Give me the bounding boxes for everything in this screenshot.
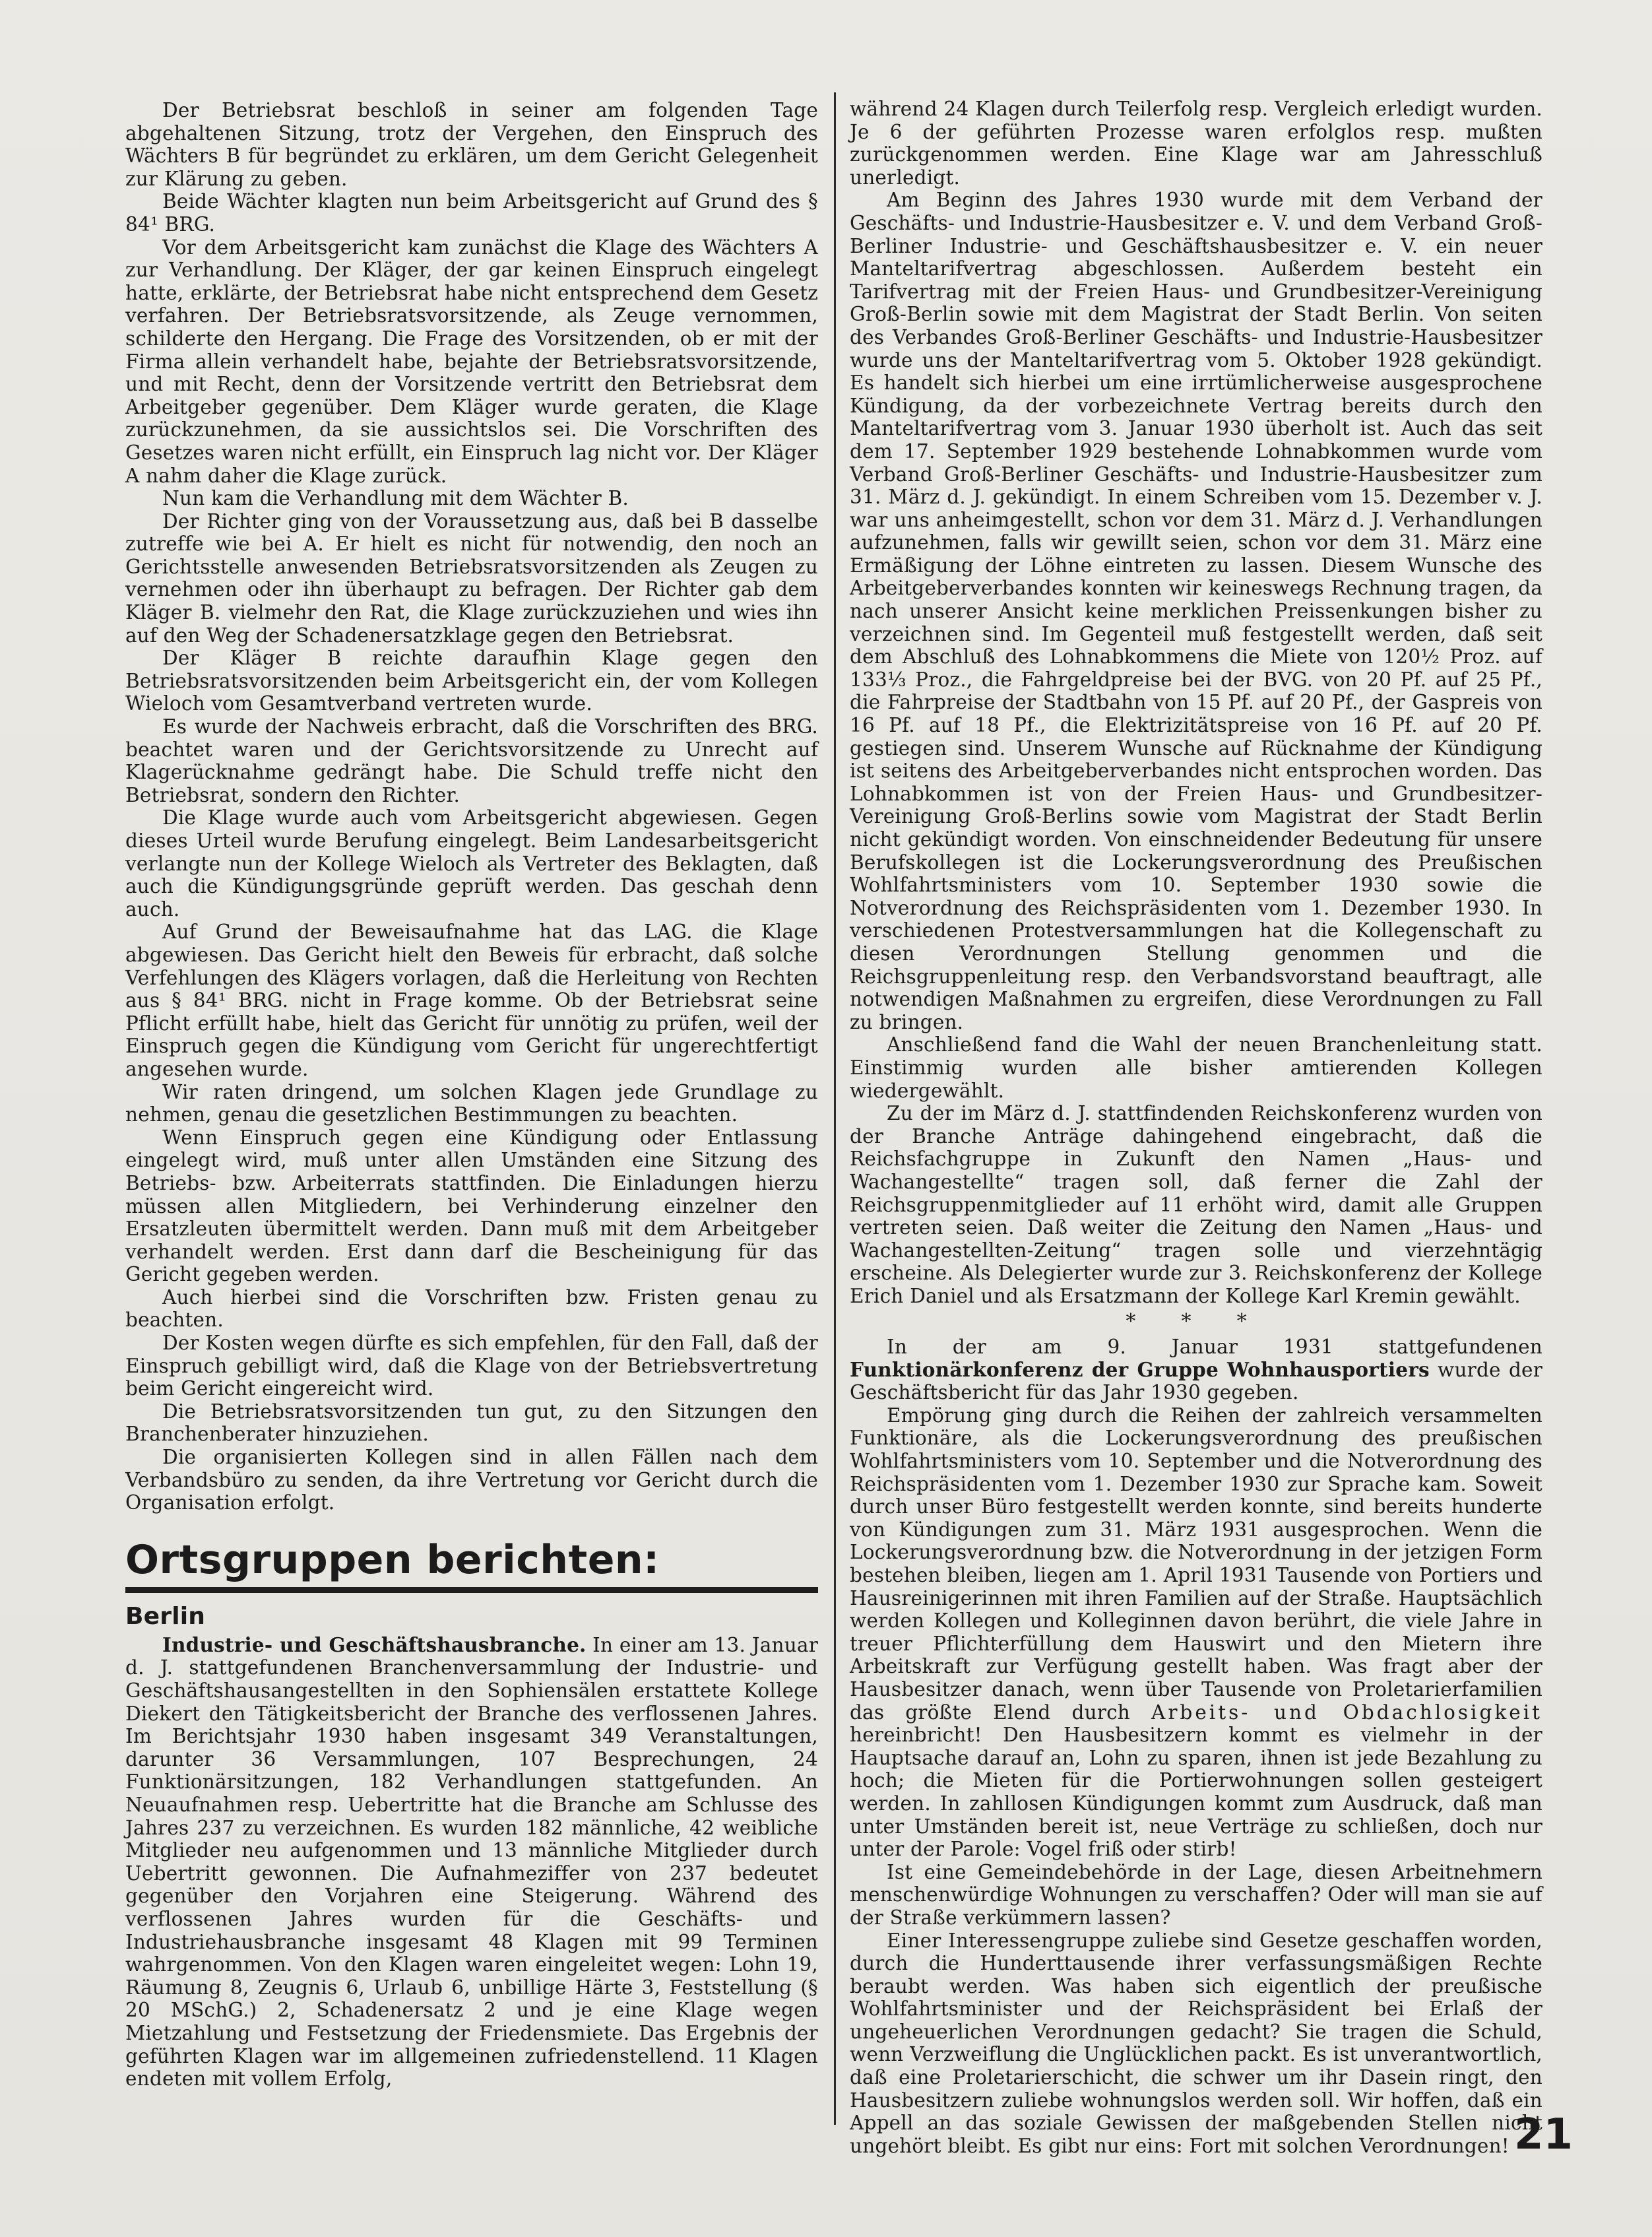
paragraph [125,1634,818,2091]
paragraph: Am Beginn des Jahres 1930 wurde mit dem Verband der Geschäfts- und Industrie-Hausbesitzer e. V. und dem Verband Groß-Berliner Industrie- und Geschäftshausbesitzer e. V. ein neuer Manteltarifvertrag abgeschlossen. Außerdem besteht ein Tarifvertrag mit der Freien Haus- und Grundbesitzer-Vereinigung Groß-Berlin sowie mit dem Magistrat der Stadt Berlin. Von seiten des Verbandes Groß-Berliner Geschäfts- und Industrie-Hausbesitzer wurde uns der Manteltarifvertrag vom 5. Oktober 1928 gekündigt. Es handelt sich hierbei um eine irrtümlicherweise ausgesprochene Kündigung, da der vorbezeichnete Vertrag bereits durch den Manteltarifvertrag vom 3. Januar 1930 überholt ist. Auch das seit dem 17. September 1929 bestehende Lohnabkommen wurde vom Verband Groß-Berliner Geschäfts- und Industrie-Hausbesitzer zum 31. März d. J. gekündigt. In einem Schreiben vom 15. Dezember v. J. war uns anheimgestellt, schon vor dem 31. März d. J. Verhandlungen aufzunehmen, falls wir gewillt seien, schon vor dem 31. März eine Ermäßigung der Löhne eintreten zu lassen. Diesem Wunsche des Arbeitgeberverbandes konnten wir keineswegs Rechnung tragen, da nach unserer Ansicht keine merklichen Preissenkungen bisher zu verzeichnen sind. Im Gegenteil muß festgestellt werden, daß seit dem Abschluß des Lohnabkommens die Miete von 120½ Proz. auf 133⅓ Proz., die Fahrgeldpreise bei der BVG. von 20 Pf. auf 25 Pf., die Fahrpreise der Stadtbahn von 15 Pf. auf 20 Pf., der Gaspreis von 16 Pf. auf 18 Pf., die Elektrizitätspreise von 16 Pf. auf 20 Pf. gestiegen sind. Unserem Wunsche auf Rücknahme der Kündigung ist seitens des Arbeitgeberverbandes nicht entsprochen worden. Das Lohnabkommen ist von der Freien Haus- und Grundbesitzer-Vereinigung Groß-Berlins sowie vom Magistrat der Stadt Berlin nicht gekündigt worden. Von einschneidender Bedeutung für unsere Berufskollegen ist die Lockerungsverordnung des Preußischen Wohlfahrtsministers vom 10. September 1930 sowie die Notverordnung des Reichspräsidenten vom 1. Dezember 1930. In verschiedenen Protestversammlungen hat die Kollegenschaft zu diesen Verordnungen Stellung genommen und die Reichsgruppenleitung resp. den Verbandsvorstand beauftragt, alle notwendigen Maßnahmen zu ergreifen, diese Verordnungen zu Fall zu bringen. [850,189,1542,1033]
left-column [125,99,818,2091]
conference-outro: wurde der Geschäftsbericht für das Jahr 1930 gegeben. [850,1358,1542,1404]
paragraph: Der Kläger B reichte daraufhin Klage gegen den Betriebsratsvorsitzenden beim Arbeitsgericht ein, der vom Kollegen Wieloch vom Gesamtverband vertreten wurde. [125,647,818,715]
paragraph: Der Kosten wegen dürfte es sich empfehlen, für den Fall, daß der Einspruch gebilligt wird, daß die Klage von der Betriebsvertretung beim Gericht eingereicht wird. [125,1332,818,1400]
paragraph: Beide Wächter klagten nun beim Arbeitsgericht auf Grund des § 84¹ BRG. [125,190,818,236]
paragraph: Vor dem Arbeitsgericht kam zunächst die Klage des Wächters A zur Verhandlung. Der Kläger, der gar keinen Einspruch eingelegt hatte, erklärte, der Betriebsrat habe nicht entsprechend dem Gesetz verfahren. Der Betriebsratsvorsitzende, als Zeuge vernommen, schilderte den Hergang. Die Frage des Vorsitzenden, ob er mit der Firma allein verhandelt habe, bejahte der Betriebsratsvorsitzende, und mit Recht, denn der Vorsitzende vertritt den Betriebsrat dem Arbeitgeber gegenüber. Dem Kläger wurde geraten, die Klage zurückzunehmen, da sie aussichtslos sei. Die Vorschriften des Gesetzes waren nicht erfüllt, ein Einspruch lag nicht vor. Der Kläger A nahm daher die Klage zurück. [125,236,818,487]
paragraph: Die organisierten Kollegen sind in allen Fällen nach dem Verbandsbüro zu senden, da ihre Vertretung vor Gericht durch die Organisation erfolgt. [125,1446,818,1514]
text-run: hereinbricht! Den Hausbesitzern kommt es vielmehr in der Hauptsache darauf an, Lohn zu sparen, ihnen ist jede Bezahlung zu hoch; die Mieten für die Portierwohnungen sollen gesteigert werden. In zahllosen Kündigungen kommt zum Ausdruck, daß man unter Umständen bereit ist, neue Verträge zu schließen, doch nur unter der Parole: Vogel friß oder stirb! [850,1724,1542,1861]
paragraph: Die Betriebsratsvorsitzenden tun gut, zu den Sitzungen den Branchenberater hinzuziehen. [125,1400,818,1446]
page-number: 21 [1513,2110,1573,2159]
paragraph: Auch hierbei sind die Vorschriften bzw. Fristen genau zu beachten. [125,1285,818,1332]
branch-report: In einer am 13. Januar d. J. stattgefundenen Branchenversammlung der Industrie- und Geschäftshausangestellten in den Sophiensälen erstattete Kollege Diekert den Tätigkeitsbericht der Branche des verflossenen Jahres. Im Berichtsjahr 1930 haben insgesamt 349 Veranstaltungen, darunter 36 Versammlungen, 107 Besprechungen, 24 Funktionärsitzungen, 182 Verhandlungen stattgefunden. An Neuaufnahmen resp. Uebertritte hat die Branche am Schlusse des Jahres 237 zu verzeichnen. Es wurden 182 männliche, 42 weibliche Mitglieder neu aufgenommen und 13 männliche Mitglieder durch Uebertritt gewonnen. Die Aufnahmeziffer von 237 bedeutet gegenüber den Vorjahren eine Steigerung. Während des verflossenen Jahres wurden für die Geschäfts- und Industriehausbranche insgesamt 48 Klagen mit 99 Terminen wahrgenommen. Von den Klagen waren eingeleitet wegen: Lohn 19, Räumung 8, Zeugnis 6, Urlaub 6, unbillige Härte 3, Feststellung (§ 20 MSchG.) 2, Schadenersatz 2 und je eine Klage wegen Mietzahlung und Festsetzung der Friedensmiete. Das Ergebnis der geführten Klagen war im allgemeinen zufriedenstellend. 11 Klagen endeten mit vollem Erfolg, [125,1633,819,2091]
paragraph: Der Richter ging von der Voraussetzung aus, daß bei B dasselbe zutreffe wie bei A. Er hielt es nicht für notwendig, den noch an Gerichtsstelle anwesenden Betriebsratsvorsitzenden als Zeugen zu vernehmen oder ihn überhaupt zu befragen. Der Richter gab dem Kläger B. vielmehr den Rat, die Klage zurückzuziehen und wies ihn auf den Weg der Schadenersatzklage gegen den Betriebsrat. [125,509,818,647]
paragraph: Der Betriebsrat beschloß in seiner am folgenden Tage abgehaltenen Sitzung, trotz der Vergehen, den Einspruch des Wächters B für begründet zu erklären, um dem Gericht Gelegenheit zur Klärung zu geben. [125,99,818,190]
branch-lead: Industrie- und Geschäftshausbranche. [162,1633,587,1656]
paragraph: Wir raten dringend, um solchen Klagen jede Grundlage zu nehmen, genau die gesetzlichen Bestimmungen zu beachten. [125,1080,818,1126]
paragraph: Wenn Einspruch gegen eine Kündigung oder Entlassung eingelegt wird, muß unter allen Umständen eine Sitzung des Betriebs- bzw. Arbeiterrats stattfinden. Die Einladungen hierzu müssen allen Mitgliedern, bei Verhinderung einzelner den Ersatzleuten übermittelt werden. Dann muß mit dem Arbeitgeber verhandelt werden. Erst dann darf die Bescheinigung für das Gericht gegeben werden. [125,1126,818,1286]
conference-name: Funktionärkonferenz der Gruppe Wohnhausportiers [850,1357,1430,1381]
emphasized-text: Arbeits- und Obdachlosigkeit [1151,1701,1543,1724]
paragraph: Ist eine Gemeindebehörde in der Lage, diesen Arbeitnehmern menschenwürdige Wohnungen zu verschaffen? Oder will man sie auf der Straße verkümmern lassen? [850,1860,1542,1929]
city-heading: Berlin [125,1602,206,1630]
right-column [850,98,1542,2157]
section-title: Ortsgruppen berichten: [125,1536,660,1583]
paragraph: Einer Interessengruppe zuliebe sind Gesetze geschaffen worden, durch die Hunderttausende ihrer verfassungsmäßigen Rechte beraubt werden. Was haben sich eigentlich der preußische Wohlfahrtsminister und der Reichspräsident bei Erlaß der ungeheuerlichen Verordnungen gedacht? Sie tragen die Schuld, wenn Verzweiflung die Unglücklichen packt. Es ist unverantwortlich, daß eine Proletarierschicht, die schwer um ihr Dasein ringt, den Hausbesitzern zuliebe wohnungslos werden soll. Wir hoffen, daß ein Appell an das soziale Gewissen der maßgebenden Stellen nicht ungehört bleibt. Es gibt nur eins: Fort mit solchen Verordnungen! [850,1929,1542,2157]
paragraph: Zu der im März d. J. stattfindenden Reichskonferenz wurden von der Branche Anträge dahingehend eingebracht, daß die Reichsfachgruppe in Zukunft den Namen „Haus- und Wachangestellte“ tragen soll, daß ferner die Zahl der Reichsgruppenmitglieder auf 11 erhöht wird, damit alle Gruppen vertreten seien. Daß weiter die Zeitung den Namen „Haus- und Wachangestellten-Zeitung“ tragen solle und vierzehntägig erscheine. Als Delegierter wurde zur 3. Reichskonferenz der Kollege Erich Daniel und als Ersatzmann der Kollege Karl Kremin gewählt. [850,1102,1542,1307]
text-run: Empörung ging durch die Reihen der zahlreich versammelten Funktionäre, als die Lockerungsverordnung des preußischen Wohlfahrtsministers vom 10. September und die Notverordnung des Reichspräsidenten vom 1. Dezember 1930 zur Sprache kam. Soweit durch unser Büro festgestellt werden konnte, sind bereits hunderte von Kündigungen zum 31. März 1931 ausgesprochen. Wenn die Lockerungsverordnung bzw. die Notverordnung in der jetzigen Form bestehen bleiben, liegen am 1. April 1931 Tausende von Portiers und Hausreinigerinnen mit ihren Familien auf der Straße. Hauptsächlich werden Kollegen und Kolleginnen davon berührt, die viele Jahre in treuer Pflichterfüllung dem Hauswirt und den Mietern ihre Arbeitskraft zur Verfügung gestellt haben. Was fragt aber der Hausbesitzer danach, wenn über Tausende von Proletarierfamilien das größte Elend durch [850,1404,1542,1724]
column-divider [834,92,836,2125]
section-separator: * * * [1126,1310,1267,1333]
paragraph: während 24 Klagen durch Teilerfolg resp. Vergleich erledigt wurden. Je 6 der geführten Prozesse waren erfolglos resp. mußten zurückgenommen werden. Eine Klage war am Jahresschluß unerledigt. [850,98,1542,189]
paragraph [850,1336,1542,1404]
paragraph [850,1404,1542,1861]
paragraph: Anschließend fand die Wahl der neuen Branchenleitung statt. Einstimmig wurden alle bisher amtierenden Kollegen wiedergewählt. [850,1033,1542,1102]
paragraph: Auf Grund der Beweisaufnahme hat das LAG. die Klage abgewiesen. Das Gericht hielt den Beweis für erbracht, daß solche Verfehlungen des Klägers vorlagen, daß die Herleitung von Rechten aus § 84¹ BRG. nicht in Frage komme. Ob der Betriebsrat seine Pflicht erfüllt habe, hielt das Gericht für unnötig zu prüfen, weil der Einspruch gegen die Kündigung vom Gericht für ungerechtfertigt angesehen wurde. [125,921,818,1080]
paragraph: Es wurde der Nachweis erbracht, daß die Vorschriften des BRG. beachtet waren und der Gerichtsvorsitzende zu Unrecht auf Klagerücknahme gedrängt habe. Die Schuld treffe nicht den Betriebsrat, sondern den Richter. [125,715,818,806]
paragraph: Die Klage wurde auch vom Arbeitsgericht abgewiesen. Gegen dieses Urteil wurde Berufung eingelegt. Beim Landesarbeitsgericht verlangte nun der Kollege Wieloch als Vertreter des Beklagten, daß auch die Kündigungsgründe geprüft werden. Das geschah denn auch. [125,806,818,921]
conference-intro: In der am 9. Januar 1931 stattgefundenen [887,1336,1542,1359]
paragraph: Nun kam die Verhandlung mit dem Wächter B. [162,487,629,510]
section-rule [125,1587,818,1593]
